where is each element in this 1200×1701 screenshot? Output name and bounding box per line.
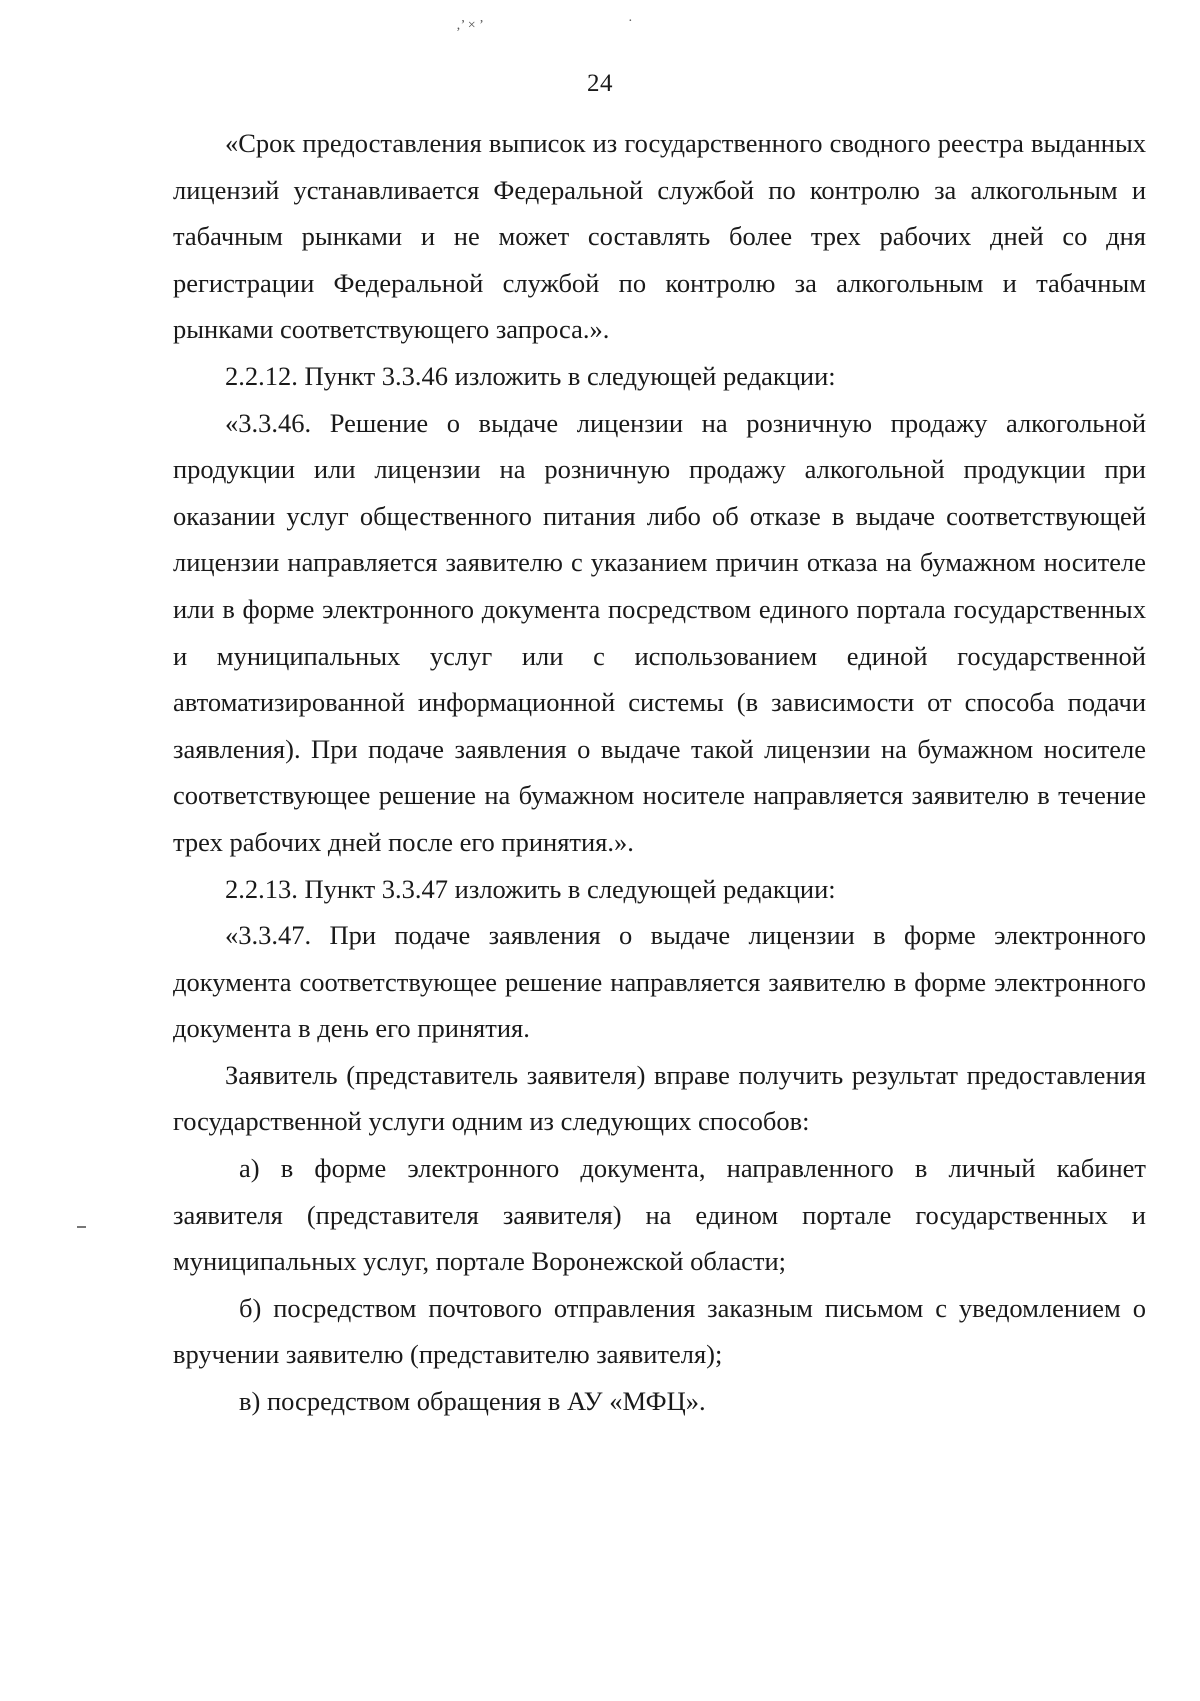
- paragraph-amendment-2-2-13: 2.2.13. Пункт 3.3.47 изложить в следующей редакции:: [225, 873, 836, 904]
- page-number: 24: [587, 70, 613, 97]
- paragraph-clause-3-3-47: «3.3.47. При подаче заявления о выдаче лицензии в форме электронного документа соответствующее решение направляется заявителю в форме электронного документа в день его принятия.: [173, 920, 1146, 1044]
- list-item-a: а) в форме электронного документа, направленного в личный кабинет заявителя (представителя заявителя) на едином портале государственных и муниципальных услуг, портале Воронежской области;: [173, 1153, 1146, 1277]
- paragraph-extract-term: «Срок предоставления выписок из государственного сводного реестра выданных лицензий устанавливается Федеральной службой по контролю за алкогольным и табачным рынками и не может составлять более трех рабочих дней со дня регистрации Федеральной службой по контролю за алкогольным и табачным рынками соответствующего запроса.».: [173, 128, 1146, 345]
- list-item-b: б) посредством почтового отправления заказным письмом с уведомлением о вручении заявителю (представителю заявителя);: [173, 1292, 1146, 1370]
- paragraph-clause-3-3-46: «3.3.46. Решение о выдаче лицензии на розничную продажу алкогольной продукции или лицензии на розничную продажу алкогольной продукции при оказании услуг общественного питания либо об отказе в выдаче соответствующей лицензии направляется заявителю с указанием причин отказа на бумажном носителе или в форме электронного документа посредством единого портала государственных и муниципальных услуг или с использованием единой государственной автоматизированной информационной системы (в зависимости от способа подачи заявления). При подаче заявления о выдаче такой лицензии на бумажном носителе соответствующее решение на бумажном носителе направляется заявителю в течение трех рабочих дней после его принятия.».: [173, 407, 1146, 857]
- document-body: [173, 120, 1146, 1425]
- paragraph-amendment-2-2-12: 2.2.12. Пункт 3.3.46 изложить в следующей редакции:: [225, 360, 836, 391]
- scan-artifact-mark: ‚’ × ’: [456, 18, 484, 33]
- margin-artifact-dash: [77, 1226, 86, 1228]
- scan-artifact-dot: ·: [628, 14, 633, 29]
- paragraph-result-methods-intro: Заявитель (представитель заявителя) вправе получить результат предоставления государственной услуги одним из следующих способов:: [173, 1059, 1146, 1137]
- list-item-v: в) посредством обращения в АУ «МФЦ».: [239, 1386, 706, 1417]
